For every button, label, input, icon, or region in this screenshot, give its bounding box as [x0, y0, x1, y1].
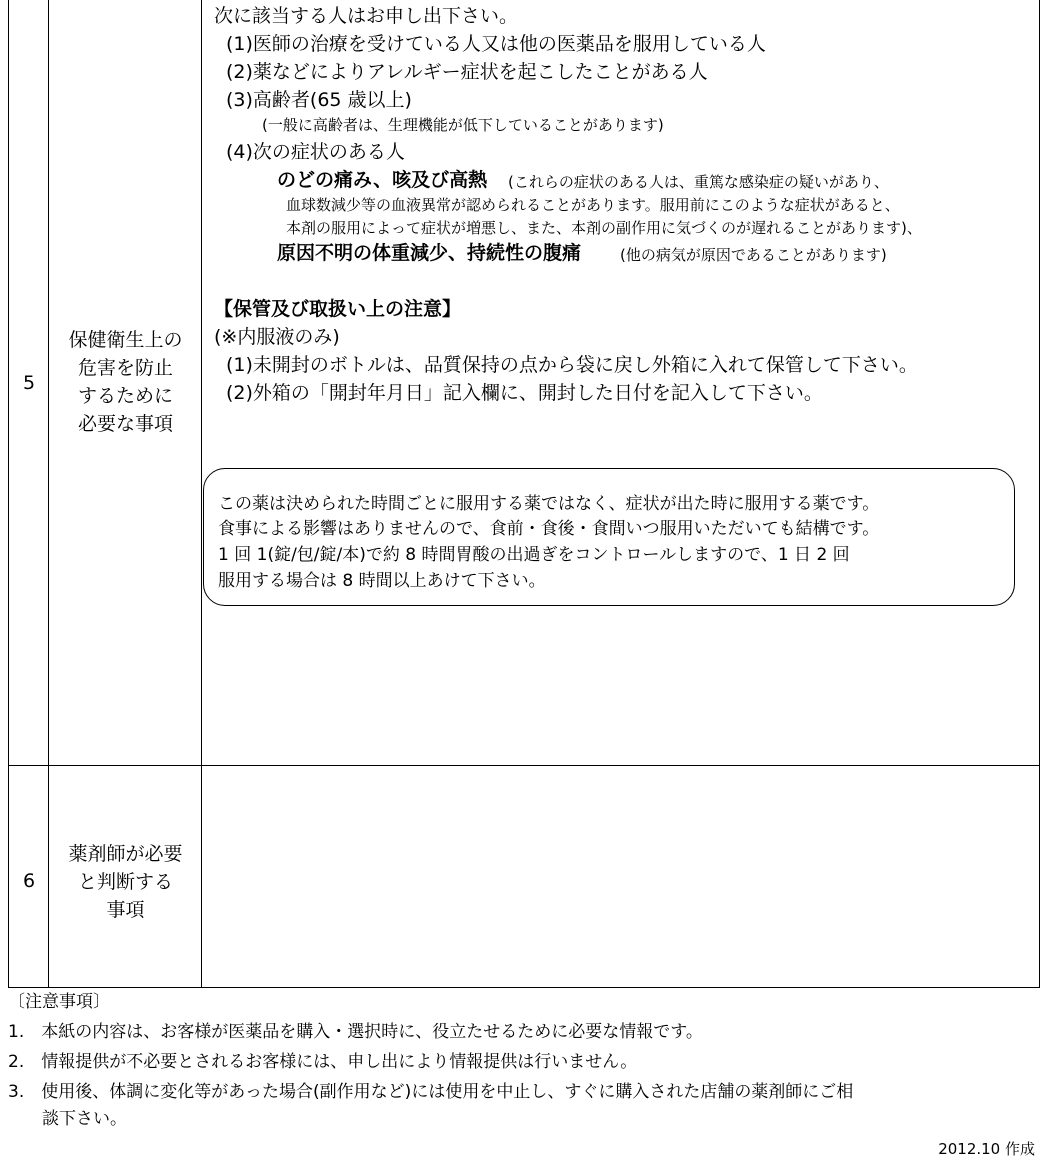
- condition-item-3: (3)高齢者(65 歳以上): [226, 89, 412, 111]
- row-label-line: するために: [77, 385, 173, 407]
- row-label-line: 危害を防止: [77, 357, 173, 379]
- notes-heading: 〔注意事項〕: [8, 992, 110, 1012]
- storage-item-1: (1)未開封のボトルは、品質保持の点から袋に戻し外箱に入れて保管して下さい。: [226, 354, 918, 376]
- symptom-1-main: のどの痛み、咳及び高熱: [277, 169, 488, 191]
- callout-line: 1 回 1(錠/包/錠/本)で約 8 時間胃酸の出過ぎをコントロールしますので、1 日 2 回: [218, 545, 850, 565]
- row-label-line: 薬剤師が必要: [68, 843, 183, 865]
- symptom-1-note-line3: 本剤の服用によって症状が増悪し、また、本剤の副作用に気づくのが遅れることがあります)、: [286, 219, 922, 237]
- row-label-line: と判断する: [77, 871, 173, 893]
- note-item: 談下さい。: [8, 1109, 127, 1129]
- condition-item-1: (1)医師の治療を受けている人又は他の医薬品を服用している人: [226, 33, 766, 55]
- storage-item-2: (2)外箱の「開封年月日」記入欄に、開封した日付を記入して下さい。: [226, 382, 823, 404]
- callout-line: この薬は決められた時間ごとに服用する薬ではなく、症状が出た時に服用する薬です。: [218, 494, 880, 514]
- row-label-cell: [49, 0, 202, 765]
- storage-heading: 【保管及び取扱い上の注意】: [214, 298, 462, 320]
- note-item: 1. 本紙の内容は、お客様が医薬品を購入・選択時に、役立たせるために必要な情報です。: [8, 1022, 703, 1042]
- note-item: 3. 使用後、体調に変化等があった場合(副作用など)には使用を中止し、すぐに購入された店舗の薬剤師にご相: [8, 1082, 854, 1102]
- row-content-cell: [202, 766, 1039, 987]
- row-label-line: 必要な事項: [77, 413, 173, 435]
- callout-line: 服用する場合は 8 時間以上あけて下さい。: [218, 571, 546, 591]
- row-number: 6: [22, 870, 36, 892]
- condition-item-2: (2)薬などによりアレルギー症状を起こしたことがある人: [226, 61, 708, 83]
- callout-line: 食事による影響はありませんので、食前・食後・食間いつ服用いただいても結構です。: [218, 519, 880, 539]
- row-number: 5: [22, 372, 36, 394]
- row-label-line: 事項: [106, 899, 145, 921]
- condition-item-3-note: (一般に高齢者は、生理機能が低下していることがあります): [262, 116, 664, 134]
- row-number-cell: [9, 0, 49, 765]
- note-item: 2. 情報提供が不必要とされるお客様には、申し出により情報提供は行いません。: [8, 1052, 638, 1072]
- intro-text: 次に該当する人はお申し出下さい。: [214, 5, 519, 27]
- usage-callout-box: [203, 468, 1015, 606]
- symptom-2-note: (他の病気が原因であることがあります): [620, 246, 887, 264]
- row-number-cell: [9, 766, 49, 987]
- symptom-1-note-line1: (これらの症状のある人は、重篤な感染症の疑いがあり、: [508, 173, 889, 191]
- row-label-line: 保健衛生上の: [68, 329, 183, 351]
- symptom-1-note-line2: 血球数減少等の血液異常が認められることがあります。服用前にこのような症状があると、: [286, 196, 900, 214]
- table-row-6: [9, 766, 1039, 987]
- row-label-cell: [49, 766, 202, 987]
- creation-date: 2012.10 作成: [938, 1140, 1035, 1158]
- condition-item-4: (4)次の症状のある人: [226, 141, 405, 163]
- storage-subheading: (※内服液のみ): [214, 326, 340, 348]
- symptom-2-main: 原因不明の体重減少、持続性の腹痛: [277, 242, 582, 264]
